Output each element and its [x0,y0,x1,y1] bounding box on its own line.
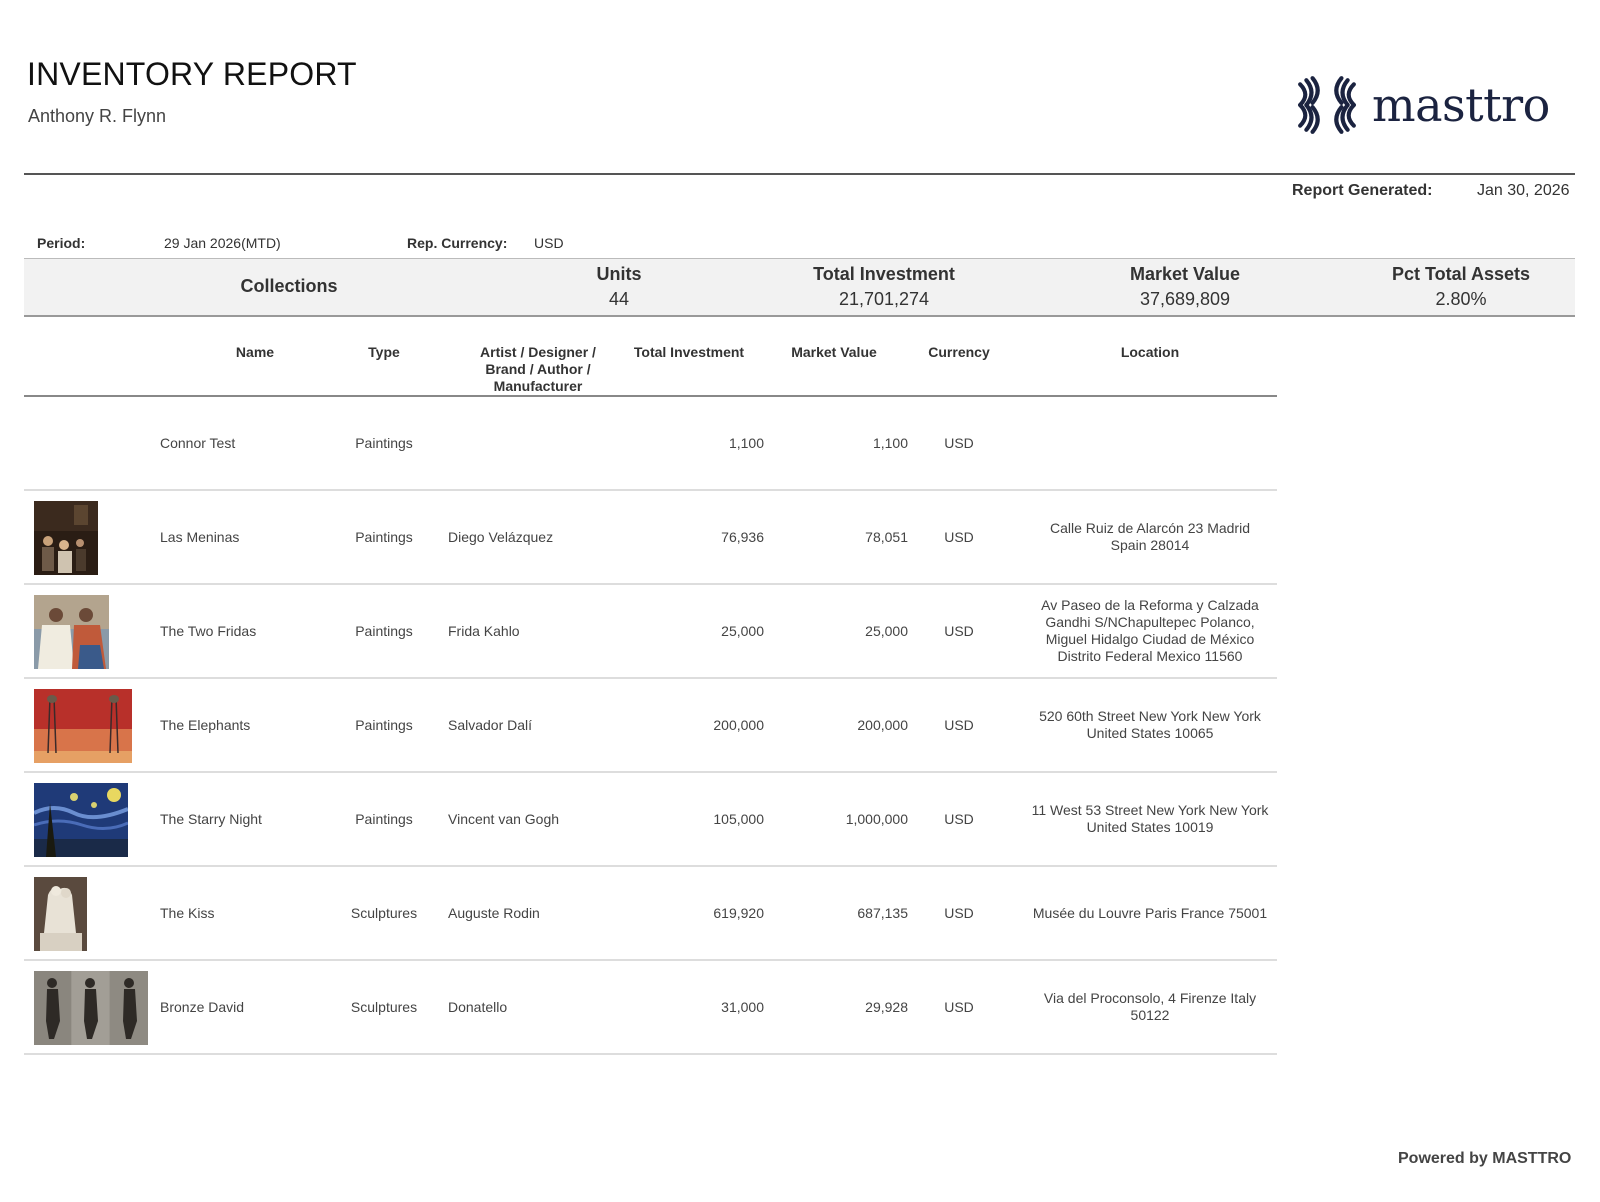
item-artist: Auguste Rodin [448,904,540,921]
owner-name: Anthony R. Flynn [28,106,167,126]
item-location: Via del Proconsolo, 4 Firenze Italy 50122 [1043,990,1257,1023]
units-summary [519,264,719,310]
logo-wordmark: masttro [1372,78,1550,132]
table-row[interactable] [24,961,1277,1055]
market-value: 37,689,809 [1139,289,1231,309]
table-row[interactable] [24,585,1277,679]
item-artist: Vincent van Gogh [448,810,560,827]
item-type: Sculptures [350,904,418,921]
item-location: Calle Ruiz de Alarcón 23 Madrid Spain 28014 [1050,520,1250,553]
item-market-value: 200,000 [857,716,908,733]
item-market-value: 29,928 [865,998,908,1015]
report-title: INVENTORY REPORT [27,56,357,92]
item-location: Av Paseo de la Reforma y Calzada Gandhi S/NChapultepec Polanco, Miguel Hidalgo Ciudad de México Distrito Federal Mexico 11560 [1041,597,1259,664]
item-investment: 31,000 [721,998,764,1015]
col-artist-line-3: Manufacturer [493,378,583,394]
col-location: Location [1120,344,1180,360]
artwork-thumbnail [34,971,148,1045]
units-value: 44 [608,289,630,309]
pct-summary [1336,264,1586,310]
table-row[interactable] [24,679,1277,773]
investment-label: Total Investment [813,264,955,284]
period-value: 29 Jan 2026(MTD) [164,235,281,251]
item-name[interactable]: The Two Fridas [160,622,257,639]
item-market-value: 1,100 [872,434,908,451]
item-market-value: 687,135 [857,904,908,921]
item-artist: Diego Velázquez [448,528,554,545]
pct-value: 2.80% [1435,289,1487,309]
item-market-value: 78,051 [865,528,908,545]
report-generated-label: Report Generated: [1292,182,1433,199]
artwork-thumbnail [34,689,132,763]
market-summary [1060,264,1310,310]
item-type: Sculptures [350,998,418,1015]
col-investment: Total Investment [633,344,745,360]
item-name[interactable]: Connor Test [160,434,236,451]
item-type: Paintings [355,716,413,733]
item-currency: USD [944,528,974,545]
item-type: Paintings [355,622,413,639]
item-name[interactable]: Las Meninas [160,528,240,545]
item-location: 520 60th Street New York New York United States 10065 [1039,708,1261,741]
item-currency: USD [944,904,974,921]
powered-by: Powered by MASTTRO [1398,1150,1572,1167]
masttro-logo-icon [1296,74,1358,136]
item-currency: USD [944,998,974,1015]
item-type: Paintings [355,810,413,827]
item-investment: 76,936 [721,528,764,545]
item-market-value: 25,000 [865,622,908,639]
item-currency: USD [944,716,974,733]
col-currency: Currency [928,344,990,360]
collections-label: Collections [240,276,338,296]
header-divider [24,173,1575,175]
item-investment: 105,000 [713,810,764,827]
artwork-thumbnail [34,783,128,857]
item-currency: USD [944,810,974,827]
item-artist: Donatello [448,998,508,1015]
currency-value: USD [534,235,564,251]
col-type: Type [368,344,400,360]
item-investment: 1,100 [728,434,764,451]
table-row[interactable] [24,491,1277,585]
col-artist-line-2: Brand / Author / [485,361,591,377]
item-name[interactable]: The Starry Night [160,810,262,827]
item-investment: 200,000 [713,716,764,733]
item-name[interactable]: Bronze David [160,998,245,1015]
table-row[interactable] [24,773,1277,867]
masttro-logo [1296,72,1550,138]
artwork-thumbnail [34,501,98,575]
item-artist: Salvador Dalí [448,716,533,733]
item-location: 11 West 53 Street New York New York United States 10019 [1031,802,1269,835]
artwork-thumbnail [34,595,109,669]
investment-value: 21,701,274 [838,289,930,309]
artwork-thumbnail [34,877,87,951]
table-row[interactable] [24,397,1277,491]
investment-summary [759,264,1009,310]
item-name[interactable]: The Kiss [160,904,215,921]
period-label: Period: [37,235,86,251]
pct-label: Pct Total Assets [1391,264,1531,284]
item-artist: Frida Kahlo [448,622,520,639]
units-label: Units [596,264,642,284]
item-type: Paintings [355,434,413,451]
item-currency: USD [944,622,974,639]
item-name[interactable]: The Elephants [160,716,251,733]
item-location: Musée du Louvre Paris France 75001 [1032,904,1268,921]
report-generated-value: Jan 30, 2026 [1477,182,1570,199]
col-artist [448,344,628,395]
table-row[interactable] [24,867,1277,961]
item-investment: 25,000 [721,622,764,639]
summary-band [24,258,1575,317]
item-currency: USD [944,434,974,451]
col-market: Market Value [791,344,877,360]
market-label: Market Value [1129,264,1241,284]
item-type: Paintings [355,528,413,545]
item-investment: 619,920 [713,904,764,921]
item-artist [448,397,618,489]
item-market-value: 1,000,000 [845,810,908,827]
table-header [24,330,1277,397]
currency-label: Rep. Currency: [407,235,508,251]
col-artist-line-1: Artist / Designer / [480,344,596,360]
col-name: Name [235,344,275,360]
item-location [1024,397,1276,489]
